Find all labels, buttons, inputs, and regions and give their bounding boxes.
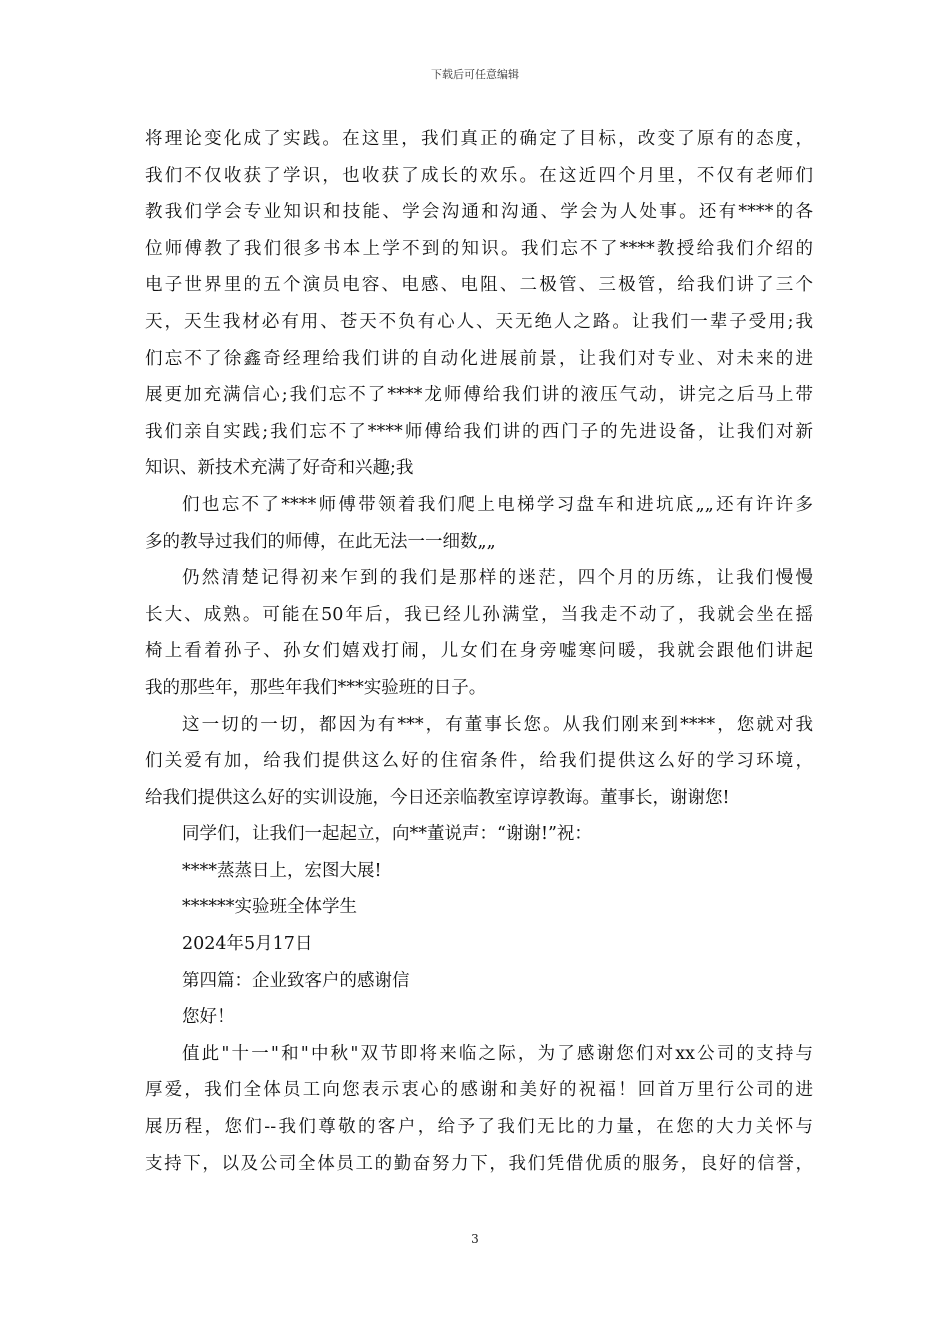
text-line: 2024年5月17日	[182, 934, 313, 955]
text-line: 们忘不了徐鑫奇经理给我们讲的自动化进展前景，让我们对专业、对未来的进	[145, 348, 813, 369]
text-line: 长大、成熟。可能在50年后，我已经儿孙满堂，当我走不动了，我就会坐在摇	[145, 604, 813, 625]
text-line: 教我们学会专业知识和技能、学会沟通和沟通、学会为人处事。还有****的各	[145, 202, 813, 223]
text-line: 们也忘不了****师傅带领着我们爬上电梯学习盘车和进坑底„„还有许许多	[182, 494, 813, 515]
text-line: 这一切的一切，都因为有***，有董事长您。从我们刚来到****，您就对我	[182, 714, 813, 735]
text-line: 我的那些年，那些年我们***实验班的日子。	[145, 677, 487, 698]
text-line: 知识、新技术充满了好奇和兴趣;我	[145, 458, 414, 479]
text-line: ******实验班全体学生	[182, 897, 357, 918]
text-line: 给我们提供这么好的实训设施，今日还亲临教室谆谆教诲。董事长，谢谢您!	[145, 787, 730, 808]
text-line: 厚爱，我们全体员工向您表示衷心的感谢和美好的祝福！回首万里行公司的进	[145, 1080, 813, 1101]
text-line: 展历程，您们--我们尊敬的客户，给予了我们无比的力量，在您的大力关怀与	[145, 1117, 813, 1138]
text-line: 同学们，让我们一起起立，向**董说声：“谢谢!”祝：	[182, 824, 592, 845]
text-line: 我们亲自实践;我们忘不了****师傅给我们讲的西门子的先进设备，让我们对新	[145, 421, 813, 442]
text-line: 位师傅教了我们很多书本上学不到的知识。我们忘不了****教授给我们介绍的	[145, 238, 813, 259]
text-line: 电子世界里的五个演员电容、电感、电阻、二极管、三极管，给我们讲了三个	[145, 275, 813, 296]
text-line: 支持下，以及公司全体员工的勤奋努力下，我们凭借优质的服务，良好的信誉，	[145, 1153, 813, 1174]
text-line: 我们不仅收获了学识，也收获了成长的欢乐。在这近四个月里，不仅有老师们	[145, 165, 813, 186]
text-line: 椅上看着孙子、孙女们嬉戏打闹，儿女们在身旁嘘寒问暖，我就会跟他们讲起	[145, 641, 813, 662]
text-line: 您好！	[182, 1007, 235, 1028]
text-line: 值此"十一"和"中秋"双节即将来临之际，为了感谢您们对xx公司的支持与	[182, 1043, 813, 1064]
page-header: 下载后可任意编辑	[431, 68, 519, 81]
text-line: 展更加充满信心;我们忘不了****龙师傅给我们讲的液压气动，讲完之后马上带	[145, 385, 813, 406]
page-number: 3	[471, 1232, 479, 1246]
text-line: 天，天生我材必有用、苍天不负有心人、天无绝人之路。让我们一辈子受用;我	[145, 311, 813, 332]
document-body	[145, 121, 813, 1182]
text-line: 第四篇：企业致客户的感谢信	[182, 970, 410, 991]
text-line: 们关爱有加，给我们提供这么好的住宿条件，给我们提供这么好的学习环境，	[145, 751, 813, 772]
text-line: 多的教导过我们的师傅，在此无法一一细数„„	[145, 531, 496, 552]
text-line: 仍然清楚记得初来乍到的我们是那样的迷茫，四个月的历练，让我们慢慢	[182, 568, 813, 589]
text-line: 将理论变化成了实践。在这里，我们真正的确定了目标，改变了原有的态度，	[145, 129, 813, 149]
text-line: ****蒸蒸日上，宏图大展!	[182, 860, 382, 881]
